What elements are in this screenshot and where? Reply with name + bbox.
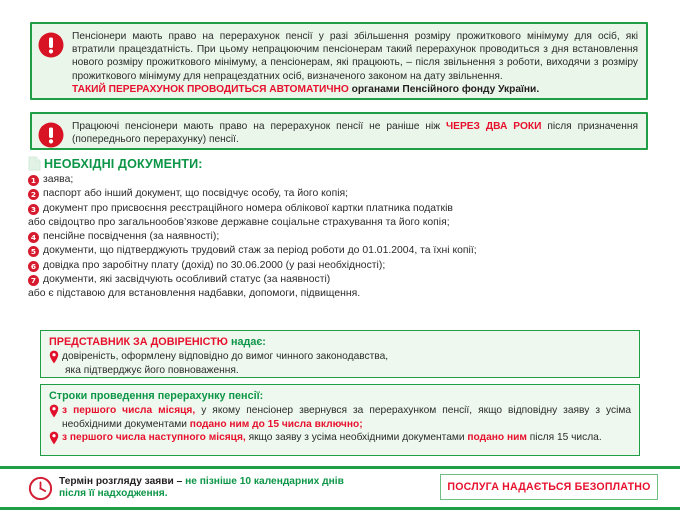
list-item-label: паспорт або інший документ, що посвідчує особу, та його копія; xyxy=(43,188,349,200)
list-number-badge: 7 xyxy=(28,275,39,286)
list-item xyxy=(28,273,658,287)
map-pin-icon xyxy=(49,404,59,418)
free-service-badge: ПОСЛУГА НАДАЄТЬСЯ БЕЗОПЛАТНО xyxy=(440,474,658,500)
representative-line-2: яка підтверджує його повноваження. xyxy=(65,364,239,376)
review-term-value: не пізніше 10 календарних днів xyxy=(185,475,344,487)
list-item-label: документи, які засвідчують особливий статус (за наявності) xyxy=(43,274,331,286)
list-item xyxy=(28,230,658,244)
list-number-badge: 1 xyxy=(28,175,39,186)
terms-item-1-mid: у якому пенсіонер звернувся за перерахунком пенсії, якщо відповідну заяву з усіма необхідними документами xyxy=(62,405,632,430)
list-item-label: документи, що підтверджують трудовий стаж за період роботи до 01.01.2004, та їхні копії; xyxy=(43,245,477,257)
review-term-block xyxy=(28,476,428,501)
terms-item-row xyxy=(49,404,631,431)
representative-line-1: довіреність, оформлену відповідно до вимог чинного законодавства, xyxy=(62,351,389,362)
exclamation-icon xyxy=(38,122,64,148)
required-documents-list-continued xyxy=(28,230,658,287)
list-item-continuation-7: або є підставою для встановлення надбавки, допомоги, підвищення. xyxy=(28,288,361,300)
list-item-label: пенсійне посвідчення (за наявності); xyxy=(43,231,220,243)
list-item-label: документ про присвоєння реєстраційного номера облікової картки платника податків xyxy=(43,202,453,214)
representative-title-green: надає: xyxy=(227,336,266,348)
alert-1-highlight-line xyxy=(72,83,638,96)
alert-1-highlight: ТАКИЙ ПЕРЕРАХУНОК ПРОВОДИТЬСЯ АВТОМАТИЧНО xyxy=(72,83,349,95)
list-number-badge: 2 xyxy=(28,189,39,200)
terms-item-text xyxy=(62,431,631,445)
map-pin-icon xyxy=(49,431,59,445)
list-item-continuation-3: або свідоцтво про загальнообов’язкове державне соціальне страхування та його копія; xyxy=(28,216,450,228)
list-number-badge: 6 xyxy=(28,261,39,272)
exclamation-icon xyxy=(38,32,64,58)
terms-item-2-tail: подано ним xyxy=(467,432,527,444)
review-term-label: Термін розгляду заяви xyxy=(59,475,174,487)
required-documents-heading xyxy=(28,156,658,171)
representative-requirement-row xyxy=(49,350,631,377)
terms-item-2-lead: з першого числа наступного місяця, xyxy=(62,432,246,444)
representative-title-red: ПРЕДСТАВНИК ЗА ДОВІРЕНІСТЮ xyxy=(49,336,228,348)
terms-item-row xyxy=(49,431,631,445)
alert-box-automatic-recalculation xyxy=(30,22,648,100)
alert-2-paragraph xyxy=(72,120,638,146)
recalculation-terms-title: Строки проведення перерахунку пенсії: xyxy=(49,390,264,402)
representative-panel xyxy=(40,330,640,378)
terms-item-2-mid: якщо заяву з усіма необхідними документами xyxy=(245,432,468,444)
alert-1-body xyxy=(72,30,638,96)
review-term-text xyxy=(59,476,344,501)
required-documents-heading-label: НЕОБХІДНІ ДОКУМЕНТИ: xyxy=(44,156,203,171)
list-number-badge: 5 xyxy=(28,246,39,257)
list-item-label: довідка про заробітну плату (дохід) по 30.06.2000 (у разі необхідності); xyxy=(43,259,386,271)
clock-icon xyxy=(28,476,53,501)
list-item xyxy=(28,187,658,201)
review-term-dash: – xyxy=(173,475,186,487)
list-item xyxy=(28,173,658,187)
list-item xyxy=(28,244,658,258)
list-number-badge: 4 xyxy=(28,232,39,243)
recalculation-terms-panel xyxy=(40,384,640,456)
terms-item-2-after: після 15 числа. xyxy=(526,432,602,444)
alert-2-body xyxy=(72,120,638,146)
list-number-badge: 3 xyxy=(28,204,39,215)
representative-requirement-text xyxy=(62,350,631,377)
alert-1-highlight-tail: органами Пенсійного фонду України. xyxy=(348,83,540,95)
alert-2-text-after: після призначення (попереднього перерахунку) пенсії. xyxy=(72,121,638,146)
document-page-icon xyxy=(28,156,41,171)
list-item xyxy=(28,202,658,216)
required-documents-list xyxy=(28,173,658,216)
terms-item-1-tail: подано ним до 15 числа включно; xyxy=(189,418,363,430)
terms-item-1-lead: з першого числа місяця, xyxy=(62,405,196,416)
alert-1-paragraph: Пенсіонери мають право на перерахунок пенсії у разі збільшення розміру прожиткового мінімуму для осіб, які втратили працездатність. При цьому непрацюючим пенсіонерам такий перерахунок проводиться з дня встановлення нового розміру прожиткового мінімуму, а пенсіонерам, які працюють, – після звільнення з роботи, виходячи з розміру прожиткового мінімуму для непрацездатних осіб, визначеного законом на дату звільнення. xyxy=(72,31,638,82)
review-term-value-2: після її надходження. xyxy=(59,488,168,499)
representative-panel-title xyxy=(49,335,631,349)
alert-2-highlight: ЧЕРЕЗ ДВА РОКИ xyxy=(446,121,542,132)
alert-2-text-before: Працюючі пенсіонери мають право на перерахунок пенсії не раніше ніж xyxy=(72,121,447,132)
terms-item-text xyxy=(62,404,631,431)
list-item xyxy=(28,259,658,273)
map-pin-icon xyxy=(49,350,59,364)
alert-box-two-years-rule xyxy=(30,112,648,150)
required-documents-section xyxy=(28,156,658,302)
list-item-label: заява; xyxy=(43,174,74,185)
